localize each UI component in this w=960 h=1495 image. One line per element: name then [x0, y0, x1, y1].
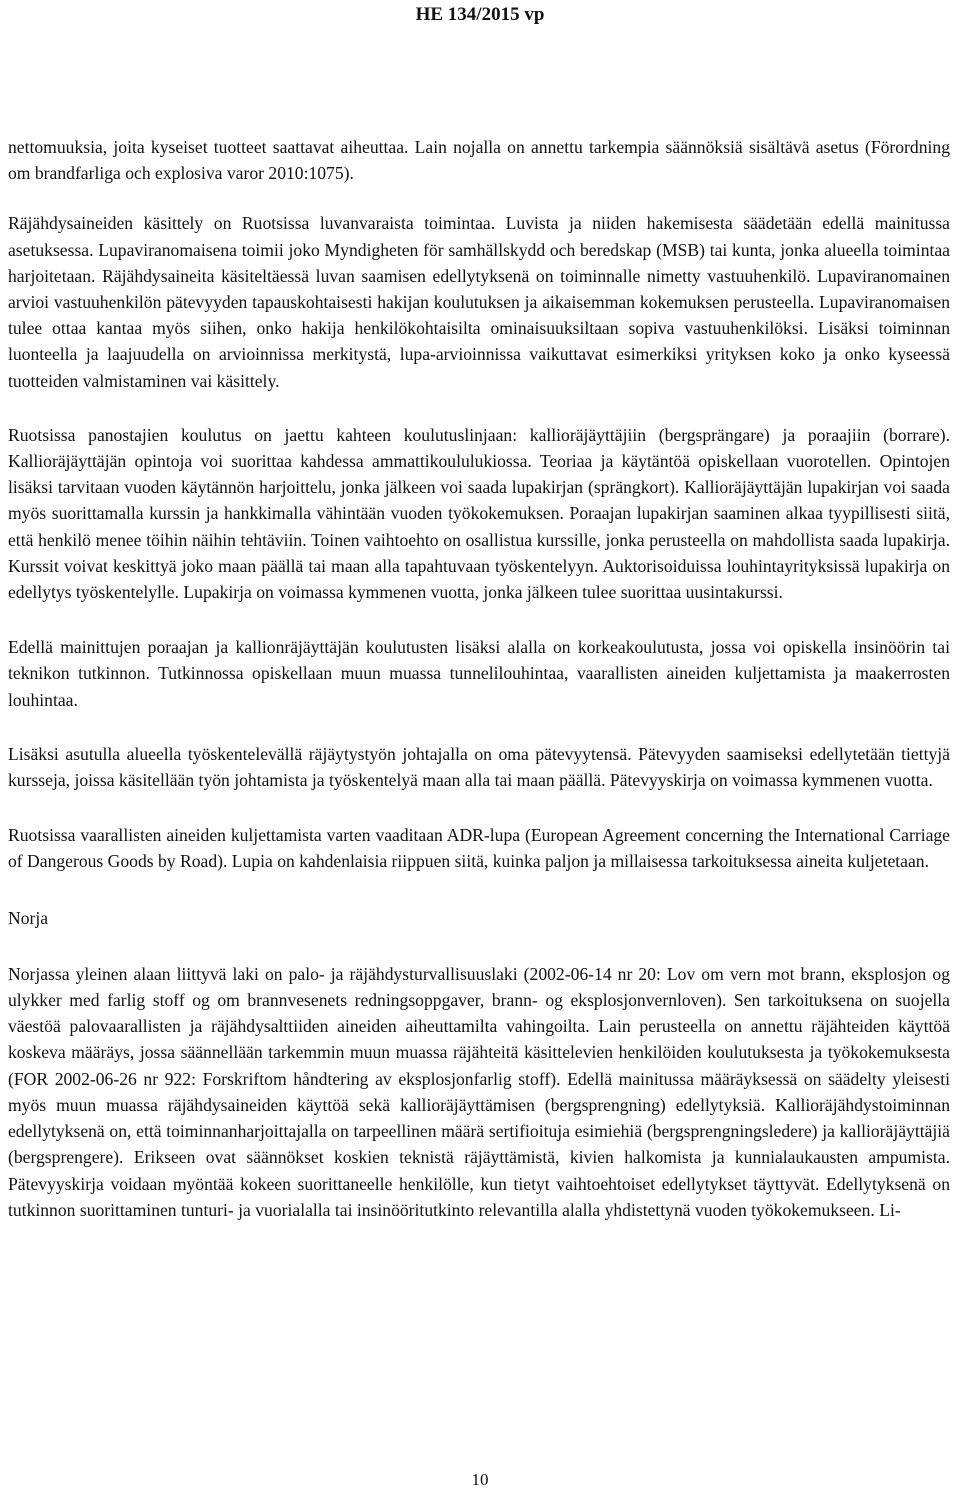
paragraph-korkeakoulutus: Edellä mainittujen poraajan ja kallionräjäyttäjän koulutusten lisäksi alalla on korkeakoulutusta, jossa voi opiskella insinöörin tai teknikon tutkinnon. Tutkinnossa opiskellaan muun muassa tunnelilouhintaa, vaarallisten aineiden kuljettamista ja maakerrosten louhintaa.: [8, 637, 950, 710]
paragraph-adr-lupa: Ruotsissa vaarallisten aineiden kuljettamista varten vaaditaan ADR-lupa (European Agreement concerning the International Carriage of Dangerous Goods by Road). Lupia on kahdenlaisia riippuen siitä, kuinka paljon ja millaisessa tarkoituksessa aineita kuljetetaan.: [8, 825, 950, 872]
paragraph-norja-laki: Norjassa yleinen alaan liittyvä laki on palo- ja räjähdysturvallisuuslaki (2002-06-14 nr 20: Lov om vern mot brann, eksplosjon og ulykker med farlig stoff og om brannvesenets redningsoppgaver, brann- og eksplosjonvernloven). Sen tarkoituksena on suojella väestöä palovaarallisten ja räjähdysalttiiden aineiden aiheuttamilta vahingoilta. Lain perusteella on annettu räjähteiden käyttöä koskeva määräys, jossa säännellään tarkemmin muun muassa räjähteitä käsittelevien henkilöiden koulutuksesta ja työkokemuksesta (FOR 2002-06-26 nr 922: Forskriftom håndtering av eksplosjonfarlig stoff). Edellä mainitussa määräyksessä on säädelty yleisesti myös muun muassa räjähdysaineiden käyttöä sekä kallioräjäyttämisen (bergsprengning) edellytyksiä. Kallioräjähdystoiminnan edellytyksenä on, että toiminnanharjoittajalla on tarpeellinen määrä sertifioituja esimiehiä (bergsprengningsledere) ja kallioräjäyttäjiä (bergsprengere). Erikseen ovat säännökset koskien teknistä räjäyttämistä, kivien halkomista ja kunnialaukausten ampumista. Pätevyyskirja voidaan myöntää kokeen suorittaneelle henkilölle, kun tietyt vaihtoehtoiset edellytykset täyttyvät. Edellytyksenä on tutkinnon suorittaminen tunturi- ja vuorialalla tai insinööritutkinto relevantilla alalla yhdistettynä vuoden työkokemukseen. Li-: [8, 963, 950, 1220]
document-header: HE 134/2015 vp: [415, 4, 545, 25]
page-number: 10: [471, 1470, 489, 1489]
paragraph-brandfarliga-asetus: nettomuuksia, joita kyseiset tuotteet saattavat aiheuttaa. Lain nojalla on annettu tarkempia säännöksiä sisältävä asetus (Förordning om brandfarliga och explosiva varor 2010:1075).: [8, 137, 950, 184]
paragraph-ruotsi-luvat: Räjähdysaineiden käsittely on Ruotsissa luvanvaraista toimintaa. Luvista ja niiden hakemisesta säädetään edellä mainitussa asetuksessa. Lupaviranomaisena toimii joko Myndigheten för samhällskydd och beredskap (MSB) tai kunta, jonka alueella toimintaa harjoitetaan. Räjähdysaineita käsiteltäessä luvan saamisen edellytyksenä on toiminnalle nimetty vastuuhenkilö. Lupaviranomainen arvioi vastuuhenkilön pätevyyden tapauskohtaisesti hakijan koulutuksen ja aikaisemman kokemuksen perusteella. Lupaviranomaisen tulee ottaa kantaa myös siihen, onko hakija henkilökohtaisilta ominaisuuksiltaan sopiva vastuuhenkilöksi. Lisäksi toiminnan luonteella ja laajuudella on arvioinnissa merkitystä, lupa-arvioinnissa vaikuttavat esimerkiksi yrityksen koko ja onko kyseessä tuotteiden valmistaminen vai käsittely.: [8, 213, 950, 391]
paragraph-ruotsi-koulutus: Ruotsissa panostajien koulutus on jaettu kahteen koulutuslinjaan: kallioräjäyttäjiin (bergsprängare) ja poraajiin (borrare). Kallioräjäyttäjän opintoja voi suorittaa kahdessa ammattikoululukiossa. Teoriaa ja käytäntöä opiskellaan vuorotellen. Opintojen lisäksi tarvitaan vuoden käytännön harjoittelu, jonka jälkeen voi saada lupakirjan (sprängkort). Kallioräjäyttäjän lupakirjan voi saada myös suorittamalla kurssin ja hankkimalla vähintään vuoden työkokemuksen. Poraajan lupakirjan saaminen alkaa tyypillisesti siitä, että henkilö menee töihin näihin tehtäviin. Toinen vaihtoehto on osallistua kurssille, jonka perusteella on mahdollista saada lupakirja. Kurssit voivat keskittyä joko maan päällä tai maan alla tapahtuvaan työskentelyyn. Auktorisoiduissa louhintayrityksissä lupakirja on edellytys työskentelylle. Lupakirja on voimassa kymmenen vuotta, jonka jälkeen tulee suorittaa uusintakurssi.: [8, 424, 950, 603]
section-heading-norja: Norja: [8, 907, 49, 928]
paragraph-johtajan-patevyys: Lisäksi asutulla alueella työskentelevällä räjäytystyön johtajalla on oma pätevyytensä. Pätevyyden saamiseksi edellytetään tiettyjä kursseja, joissa käsitellään työn johtamista ja työskentelyä maan alla tai maan päällä. Pätevyyskirja on voimassa kymmenen vuotta.: [8, 743, 950, 791]
document-body: [8, 134, 950, 1223]
